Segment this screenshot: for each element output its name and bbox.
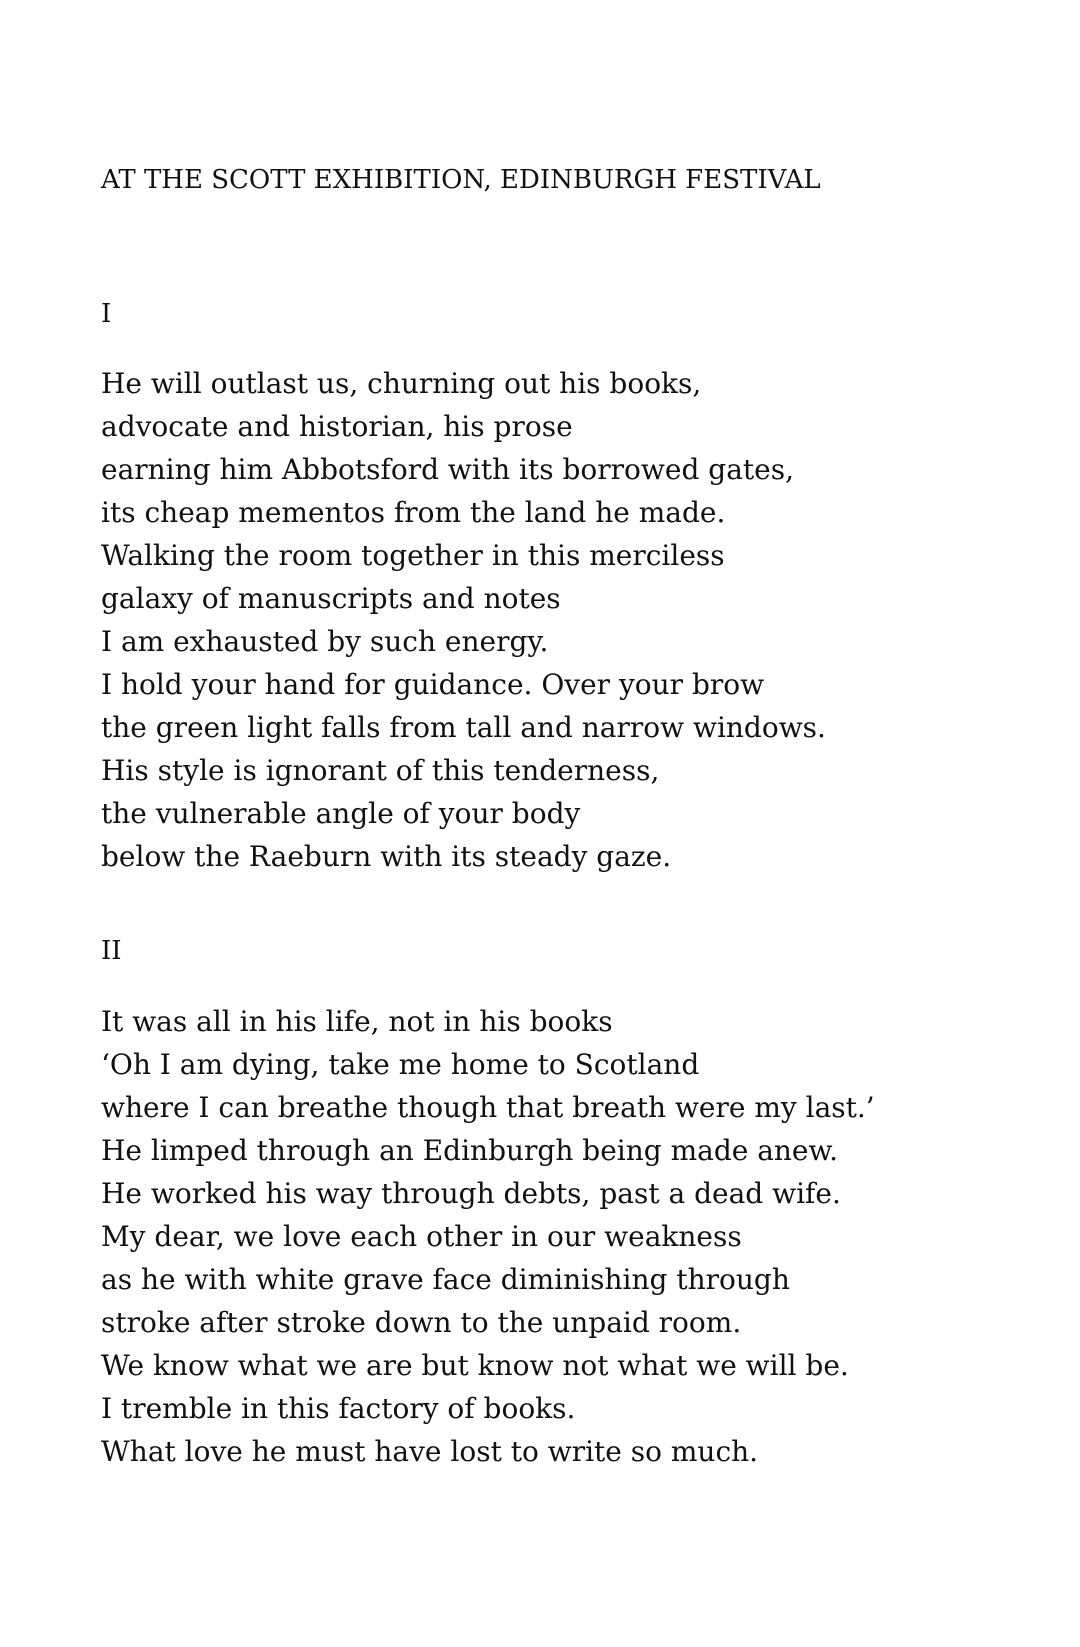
poem-line: I am exhausted by such energy. <box>101 625 549 658</box>
poem-line: below the Raeburn with its steady gaze. <box>101 840 672 873</box>
poem-line: earning him Abbotsford with its borrowed gates, <box>101 453 794 486</box>
poem-line: I hold your hand for guidance. Over your brow <box>101 668 765 701</box>
poem-line: He limped through an Edinburgh being made anew. <box>101 1134 839 1167</box>
stanza-2 <box>101 1000 875 1473</box>
poem-line: the vulnerable angle of your body <box>101 797 581 830</box>
poem-line: as he with white grave face diminishing through <box>101 1263 790 1296</box>
section-number-1: I <box>101 299 112 329</box>
poem-line: its cheap mementos from the land he made. <box>101 496 726 529</box>
poem-line: Walking the room together in this merciless <box>101 539 725 572</box>
poem-line: the green light falls from tall and narrow windows. <box>101 711 826 744</box>
section-number-2: II <box>101 936 122 966</box>
poem-line: where I can breathe though that breath were my last.’ <box>101 1091 875 1124</box>
poem-line: It was all in his life, not in his books <box>101 1005 613 1038</box>
poem-line: We know what we are but know not what we will be. <box>101 1349 849 1382</box>
poem-line: advocate and historian, his prose <box>101 410 573 443</box>
poem-line: My dear, we love each other in our weakness <box>101 1220 742 1253</box>
poem-line: What love he must have lost to write so much. <box>101 1435 759 1468</box>
poem-line: galaxy of manuscripts and notes <box>101 582 561 615</box>
poem-line: He worked his way through debts, past a dead wife. <box>101 1177 841 1210</box>
poem-title: AT THE SCOTT EXHIBITION, EDINBURGH FESTIVAL <box>101 165 821 195</box>
stanza-1 <box>101 362 826 878</box>
poem-line: I tremble in this factory of books. <box>101 1392 576 1425</box>
poem-line: stroke after stroke down to the unpaid room. <box>101 1306 742 1339</box>
poem-line: His style is ignorant of this tenderness, <box>101 754 660 787</box>
poem-line: He will outlast us, churning out his books, <box>101 367 702 400</box>
poem-line: ‘Oh I am dying, take me home to Scotland <box>101 1048 700 1081</box>
